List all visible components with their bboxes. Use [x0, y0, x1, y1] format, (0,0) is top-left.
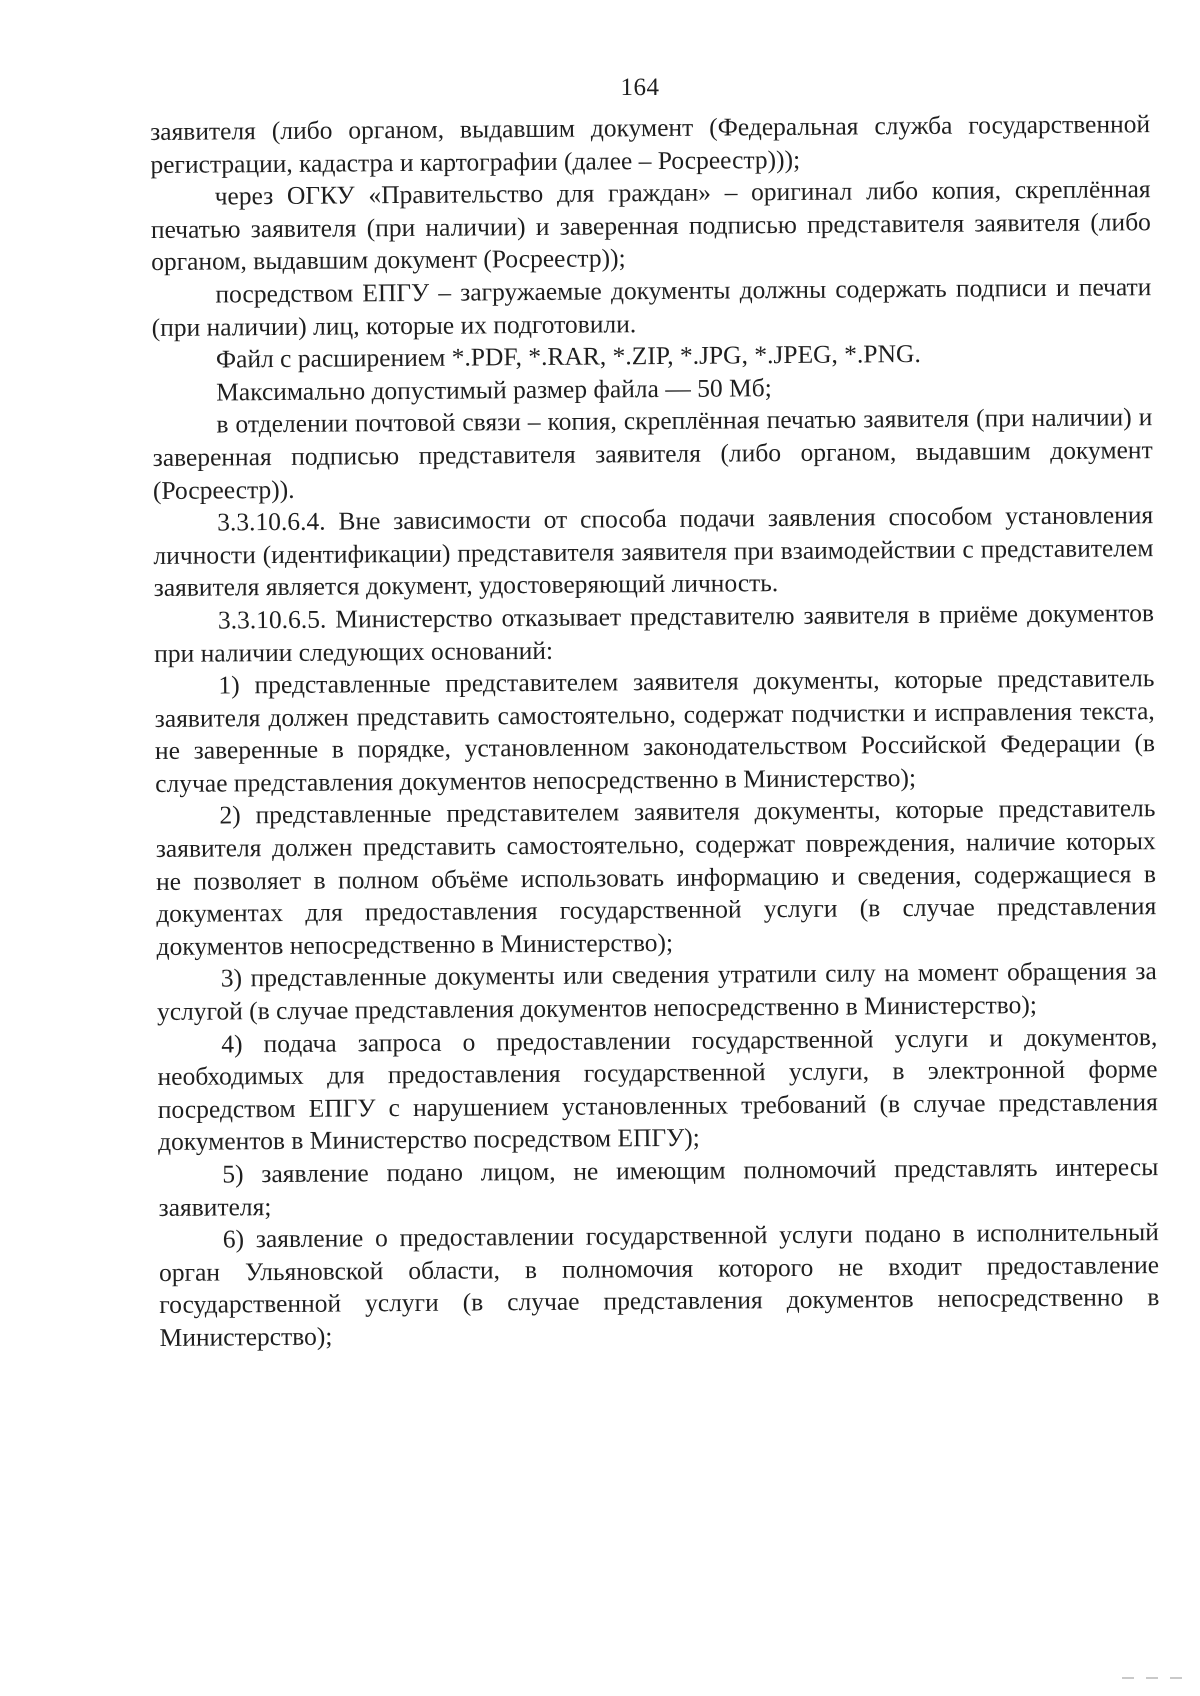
paragraph: через ОГКУ «Правительство для граждан» – оригинал либо копия, скреплённая печатью заявителя (при наличии) и заверенная подписью представителя заявителя (либо органом, выдавшим документ (Росреестр));	[150, 174, 1151, 277]
list-item: 3) представленные документы или сведения утратили силу на момент обращения за услугой (в случае представления документов непосредственно в Министерство);	[156, 956, 1157, 1027]
list-item: 2) представленные представителем заявителя документы, которые представитель заявителя должен представить самостоятельно, содержат повреждения, наличие которых не позволяет в полном объёме использовать информацию и сведения, содержащиеся в документах для предоставления государственной услуги (в случае представления документов непосредственно в Министерство);	[155, 793, 1157, 961]
list-item: 6) заявление о предоставлении государственной услуги подано в исполнительный орган Ульяновской области, в полномочия которого не входит предоставление государственной услуги (в случае представления документов непосредственно в Министерство);	[158, 1217, 1160, 1352]
list-item: 4) подача запроса о предоставлении государственной услуги и документов, необходимых для предоставления государственной услуги, в электронной форме посредством ЕПГУ с нарушением установленных требований (в случае представления документов в Министерство посредством ЕПГУ);	[157, 1021, 1158, 1157]
list-item: 1) представленные представителем заявителя документы, которые представитель заявителя должен представить самостоятельно, содержат подчистки и исправления текста, не заверенные в порядке, установленном законодательством Российской Федерации (в случае представления документов непосредственно в Министерство);	[154, 663, 1156, 798]
scan-artifact	[1122, 1677, 1192, 1681]
paragraph: Файл с расширением *.PDF, *.RAR, *.ZIP, *.JPG, *.JPEG, *.PNG.	[215, 339, 921, 374]
paragraph: 3.3.10.6.4. Вне зависимости от способа подачи заявления способом установления личности (идентификации) представителя заявителя при взаимодействии с представителем заявителя является документ, удостоверяющий личность.	[153, 500, 1154, 603]
paragraph: 3.3.10.6.5. Министерство отказывает представителю заявителя в приёме документов при наличии следующих оснований:	[154, 598, 1155, 668]
paragraph: заявителя (либо органом, выдавшим документ (Федеральная служба государственной регистрации, кадастра и картографии (далее – Росреестр)));	[150, 109, 1151, 179]
list-item: 5) заявление подано лицом, не имеющим полномочий представлять интересы заявителя;	[158, 1152, 1159, 1222]
page-number: 164	[620, 74, 660, 101]
document-body	[150, 108, 1160, 1354]
paragraph: в отделении почтовой связи – копия, скреплённая печатью заявителя (при наличии) и заверенная подписью представителя заявителя (либо органом, выдавшим документ (Росреестр)).	[152, 402, 1153, 505]
paragraph: Максимально допустимый размер файла — 50 Мб;	[216, 372, 772, 407]
paragraph: посредством ЕПГУ – загружаемые документы должны содержать подписи и печати (при наличии) лиц, которые их подготовили.	[151, 272, 1152, 342]
